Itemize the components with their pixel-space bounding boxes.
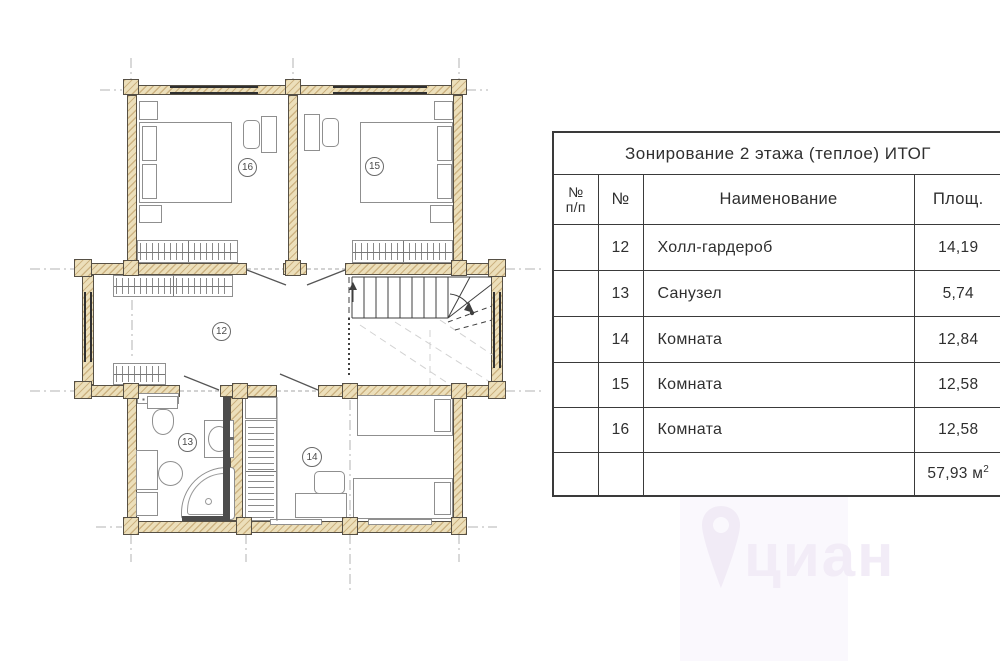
cell-num: 12 xyxy=(598,225,643,271)
room-label-12 xyxy=(212,322,231,341)
log-post xyxy=(236,517,252,535)
table-row xyxy=(553,408,1000,453)
cell-name: Комната xyxy=(643,408,914,453)
cell-area: 12,84 xyxy=(914,317,1000,363)
bathroom-lining-bottom xyxy=(182,516,230,521)
map-pin-icon xyxy=(700,504,742,590)
table-title-row xyxy=(553,132,1000,175)
table-row xyxy=(553,317,1000,363)
cell-total-area xyxy=(914,453,1000,496)
door-opening-dashes xyxy=(180,269,345,391)
stair-up-arrow xyxy=(349,282,357,290)
cell-name: Комната xyxy=(643,317,914,363)
log-post xyxy=(451,383,467,399)
staircase xyxy=(352,277,492,330)
log-post xyxy=(232,383,248,399)
window-hall-left xyxy=(84,292,92,362)
room-number: 13 xyxy=(181,437,194,448)
table-row xyxy=(553,363,1000,408)
cell-num: 14 xyxy=(598,317,643,363)
table-header-row xyxy=(553,175,1000,225)
cell-num xyxy=(598,453,643,496)
room-label-16 xyxy=(238,158,257,177)
cell-name: Комната xyxy=(643,363,914,408)
cell-name: Холл-гардероб xyxy=(643,225,914,271)
log-post xyxy=(74,381,92,399)
col-header-no-line2: п/п xyxy=(565,198,586,215)
col-header-name: Наименование xyxy=(643,175,914,225)
understair-projection xyxy=(360,320,497,388)
window-room16 xyxy=(170,86,258,94)
table-title: Зонирование 2 этажа (теплое) ИТОГ xyxy=(553,132,1000,175)
col-header-area: Площ. xyxy=(914,175,1000,225)
total-sup: 2 xyxy=(983,464,990,476)
table-row xyxy=(553,271,1000,317)
window-stairs-right xyxy=(493,292,501,368)
log-post xyxy=(123,260,139,276)
log-post xyxy=(451,517,467,535)
log-post xyxy=(74,259,92,277)
watermark-logo-text: циан xyxy=(744,522,896,589)
bathroom-wall-lining xyxy=(223,397,230,521)
cell-area: 12,58 xyxy=(914,363,1000,408)
col-header-no-line1: № xyxy=(568,183,584,200)
cell-num: 13 xyxy=(598,271,643,317)
log-post xyxy=(451,79,467,95)
log-post xyxy=(488,259,506,277)
total-value: 57,93 м xyxy=(927,465,984,483)
col-header-num: № xyxy=(598,175,643,225)
table-row xyxy=(553,225,1000,271)
cell-num: 15 xyxy=(598,363,643,408)
stair-pivot-dot xyxy=(470,311,474,315)
cell-area: 12,58 xyxy=(914,408,1000,453)
room-label-14 xyxy=(302,447,322,467)
cell-area: 14,19 xyxy=(914,225,1000,271)
room-label-13 xyxy=(178,433,197,452)
room-number: 12 xyxy=(215,326,228,337)
doors xyxy=(184,270,345,390)
room-number: 16 xyxy=(241,162,254,173)
cell-area: 5,74 xyxy=(914,271,1000,317)
log-post xyxy=(123,79,139,95)
zoning-table xyxy=(552,131,1000,497)
cell-num: 16 xyxy=(598,408,643,453)
log-post xyxy=(488,381,506,399)
cell-name: Санузел xyxy=(643,271,914,317)
log-post xyxy=(123,383,139,399)
log-post xyxy=(451,260,467,276)
log-post xyxy=(285,79,301,95)
cell-name xyxy=(643,453,914,496)
window-room15 xyxy=(333,86,427,94)
room-label-15 xyxy=(365,157,384,176)
table-total-row xyxy=(553,453,1000,496)
log-post xyxy=(342,383,358,399)
room-number: 14 xyxy=(306,451,318,463)
log-post xyxy=(342,517,358,535)
axis-lines xyxy=(30,58,543,594)
room-number: 15 xyxy=(368,161,381,172)
log-post xyxy=(123,517,139,535)
log-post xyxy=(285,260,301,276)
